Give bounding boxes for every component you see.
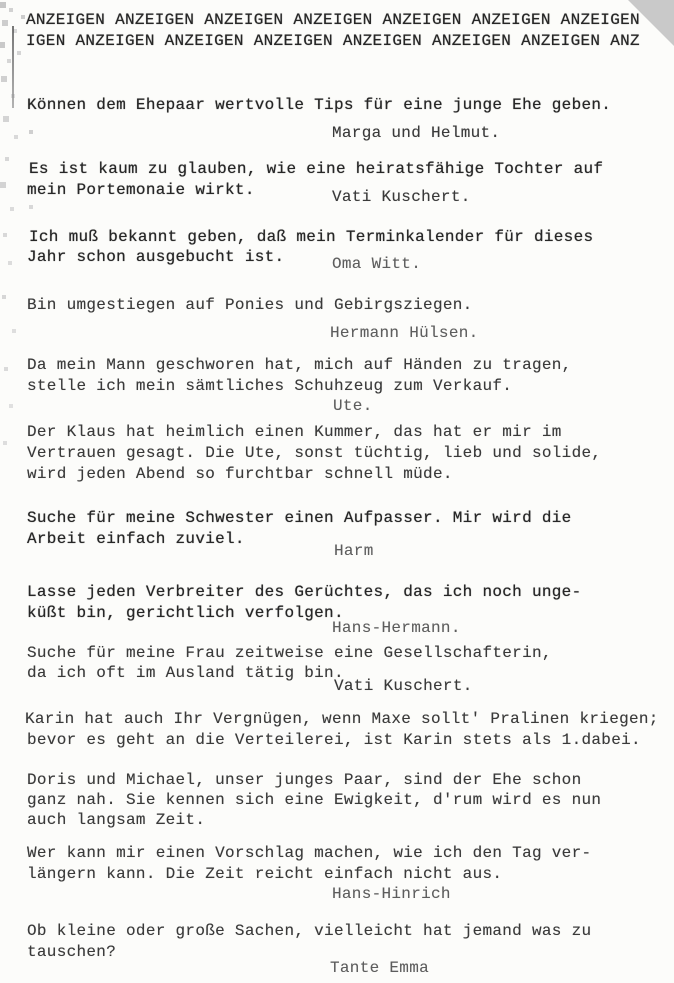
ad-line: Bin umgestiegen auf Ponies und Gebirgsziegen. (27, 296, 473, 314)
ad-signature: Harm (334, 542, 374, 560)
ad-signature: Marga und Helmut. (332, 124, 501, 142)
ad-line: längern kann. Die Zeit reicht einfach nicht aus. (27, 865, 503, 883)
header-line-1: ANZEIGEN ANZEIGEN ANZEIGEN ANZEIGEN ANZEIGEN ANZEIGEN ANZEIGEN (26, 11, 640, 29)
ad-line: Jahr schon ausgebucht ist. (27, 248, 285, 266)
ad-signature: Tante Emma (330, 959, 430, 977)
ad-line: Arbeit einfach zuviel. (27, 530, 245, 548)
ad-line: stelle ich mein sämtliches Schuhzeug zum Verkauf. (27, 377, 513, 395)
header-line-2: IGEN ANZEIGEN ANZEIGEN ANZEIGEN ANZEIGEN ANZEIGEN ANZEIGEN ANZ (26, 32, 640, 50)
ad-signature: Hans-Hermann. (332, 619, 461, 637)
ad-signature: Hans-Hinrich (332, 885, 451, 903)
ad-line: da ich oft im Ausland tätig bin. (27, 664, 344, 682)
ad-line: Suche für meine Frau zeitweise eine Gesellschafterin, (27, 644, 552, 662)
ad-line: Karin hat auch Ihr Vergnügen, wenn Maxe sollt' Pralinen kriegen; (25, 710, 659, 728)
ad-line: Da mein Mann geschworen hat, mich auf Händen zu tragen, (27, 356, 572, 374)
scan-edge-line (12, 26, 14, 108)
ad-line: Suche für meine Schwester einen Aufpasser. Mir wird die (27, 509, 572, 527)
scan-noise-speckles (0, 0, 2, 2)
ad-line: wird jeden Abend so furchtbar schnell müde. (27, 465, 453, 483)
ad-line: ganz nah. Sie kennen sich eine Ewigkeit, d'rum wird es nun (27, 791, 602, 809)
ad-line: Ich muß bekannt geben, daß mein Terminkalender für dieses (29, 228, 594, 246)
ad-line: Können dem Ehepaar wertvolle Tips für eine junge Ehe geben. (27, 96, 612, 114)
ad-line: auch langsam Zeit. (27, 811, 206, 829)
ad-line: Vertrauen gesagt. Die Ute, sonst tüchtig, lieb und solide, (27, 444, 602, 462)
ad-signature: Ute. (333, 397, 373, 415)
ad-line: Doris und Michael, unser junges Paar, sind der Ehe schon (27, 771, 582, 789)
ad-signature: Oma Witt. (332, 255, 422, 273)
ad-line: bevor es geht an die Verteilerei, ist Karin stets als 1.dabei. (27, 731, 641, 749)
ad-signature: Vati Kuschert. (334, 677, 473, 695)
ad-line: tauschen? (27, 943, 117, 961)
ad-signature: Hermann Hülsen. (330, 324, 479, 342)
ad-line: Es ist kaum zu glauben, wie eine heiratsfähige Tochter auf (29, 160, 604, 178)
ad-signature: Vati Kuschert. (332, 188, 471, 206)
ad-line: Wer kann mir einen Vorschlag machen, wie ich den Tag ver- (27, 844, 592, 862)
ad-line: Der Klaus hat heimlich einen Kummer, das hat er mir im (27, 423, 562, 441)
ad-line: Lasse jeden Verbreiter des Gerüchtes, das ich noch unge- (27, 583, 582, 601)
ad-line: küßt bin, gerichtlich verfolgen. (27, 604, 344, 622)
ad-line: mein Portemonaie wirkt. (27, 181, 255, 199)
ad-line: Ob kleine oder große Sachen, vielleicht hat jemand was zu (27, 922, 592, 940)
